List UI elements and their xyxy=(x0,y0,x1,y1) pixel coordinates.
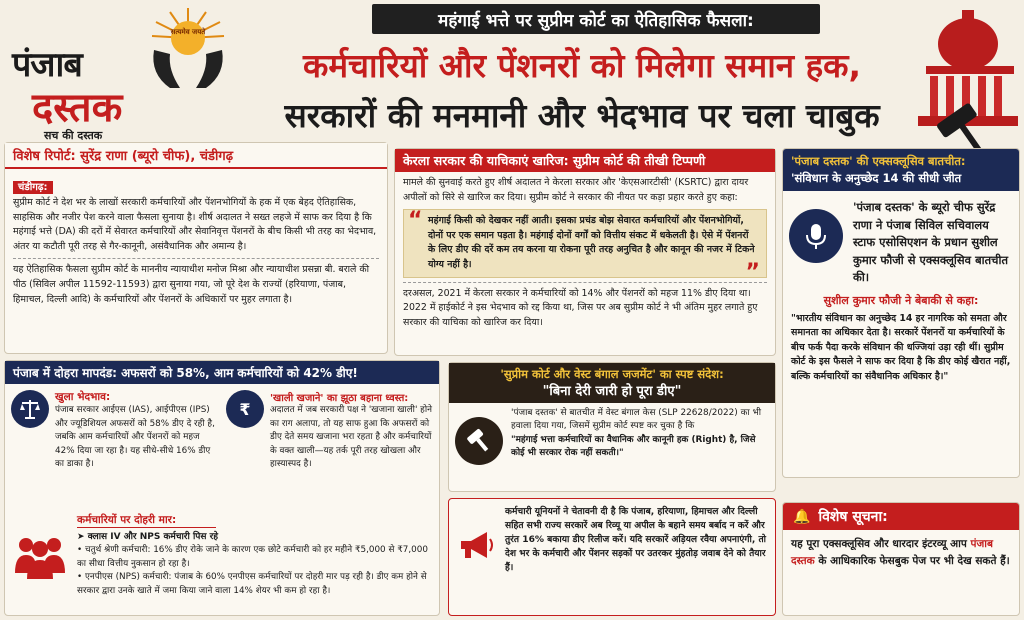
special-report-para1: सुप्रीम कोर्ट ने देश भर के लाखों सरकारी कर्मचारियों और पेंशनभोगियों के हक में एक बेहद ऐतिहासिक, साहसिक और नजीर पेश करने वाला फैसला सुनाया है। शीर्ष अदालत ने सख्त लहजे में साफ कर दिया है कि महंगाई भत्ते (DA) की दरों में सेवारत कर्मचारियों और सेवानिवृत्त पेंशनरों के बीच किसी भी तरह का भेदभाव, अंतर या कटौती पूरी तरह से गैर-कानूनी, असंवैधानिक और अमान्य है। xyxy=(13,197,377,252)
headline-line1: कर्मचारियों और पेंशनरों को मिलेगा समान हक, xyxy=(302,46,862,85)
kerala-para: दरअसल, 2021 में केरला सरकार ने कर्मचारियों को 14% और पेंशनरों को महज 11% डीए दिया था। 2022 में हाईकोर्ट ने इस भेदभाव को रद्द किया था, जिस पर अब सुप्रीम कोर्ट ने भी अंतिम मुहर लगाते हुए सरकार की याचिका को खारिज कर दिया। xyxy=(403,287,758,328)
kerala-intro: मामले की सुनवाई करते हुए शीर्ष अदालत ने केरला सरकार और 'केएसआरटीसी' (KSRTC) द्वारा दायर अपीलों को सिरे से खारिज कर दिया। सुप्रीम कोर्ट ने सरकार की नीयत पर कड़ा प्रहार करते हुए कहा: xyxy=(403,177,749,203)
close-quote-icon: ” xyxy=(745,259,760,285)
megaphone-icon xyxy=(455,523,499,567)
double-standard-title: पंजाब में दोहरा मापदंड: अफसरों को 58%, आम कर्मचारियों को 42% डीए! xyxy=(5,361,439,384)
union-warning-text: कर्मचारी यूनियनों ने चेतावनी दी है कि पंजाब, हरियाणा, हिमाचल और दिल्ली सहित सभी राज्य सरकारें अब रिव्यू या अपील के बहाने समय बर्बाद न करें और तुरंत 16% बकाया डीए रिलीज करें। यदि सरकारें अड़ियल रवैया अपनाएंगी, तो देश भर के कर्मचारी और पेंशनर सड़कों पर उतरकर मुंहतोड़ जवाब देने को तैयार हैं। xyxy=(505,507,766,573)
west-bengal-title xyxy=(449,363,775,403)
kerala-title: केरला सरकार की याचिकाएं खारिज: सुप्रीम कोर्ट की तीखी टिप्पणी xyxy=(395,149,775,172)
empty-treasury-text: अदालत में जब सरकारी पक्ष ने 'खजाना खाली' होने का राग अलापा, तो यह साफ हुआ कि अफसरों को डीए देते समय खजाना भरा रहता है और कर्मचारियों के वक्त खाली—यह तर्क पूरी तरह खोखला और हास्यास्पद है। xyxy=(269,405,433,470)
supreme-court-icon xyxy=(904,4,1020,152)
page-name-highlight: पंजाब दस्तक xyxy=(791,538,993,567)
rupee-bag-icon: ₹ xyxy=(226,390,264,428)
exclusive-title-line1: 'पंजाब दस्तक' की एक्सक्लूसिव बातचीत: xyxy=(791,154,966,168)
special-report-title: विशेष रिपोर्ट: सुरेंद्र राणा (ब्यूरो चीफ), चंडीगढ़ xyxy=(5,143,387,169)
bell-icon: 🔔 xyxy=(793,508,811,525)
exclusive-quote: "भारतीय संविधान का अनुच्छेद 14 हर नागरिक को समता और समानता का अधिकार देता है। सरकारें पेंशनरों या कर्मचारियों के बीच फर्क पैदा करके संविधान की धज्जियां उड़ा रही थीं। सुप्रीम कोर्ट के इस फैसले ने साफ कर दिया है कि डीए कोई खैरात नहीं, बल्कि कर्मचारियों का संवैधानिक अधिकार है।" xyxy=(791,312,1011,382)
union-warning-card xyxy=(448,498,776,616)
special-notice-text: यह पूरा एक्सक्लूसिव और धारदार इंटरव्यू आप पंजाब दस्तक के आधिकारिक फेसबुक पेज पर भी देख सकते हैं। xyxy=(791,538,1010,567)
exclusive-subhead: सुशील कुमार फौजी ने बेबाकी से कहा: xyxy=(823,293,979,307)
scales-icon xyxy=(11,390,49,428)
double-hit-bullet-1: ➤ क्लास IV और NPS कर्मचारी पिस रहे xyxy=(77,532,219,542)
brand-name-line1: पंजाब xyxy=(12,45,82,85)
open-discrimination-label: खुला भेदभाव: xyxy=(55,391,111,403)
exclusive-card xyxy=(782,148,1020,478)
empty-treasury-label: 'खाली खजाने' का झूठा बहाना ध्वस्त: xyxy=(269,393,409,404)
exclusive-intro: 'पंजाब दस्तक' के ब्यूरो चीफ सुरेंद्र राणा ने पंजाब सिविल सचिवालय स्टाफ एसोसिएशन के प्रधान सुशील कुमार फौजी से एक्सक्लूसिव बातचीत की। xyxy=(853,200,1009,284)
people-group-icon xyxy=(11,528,69,586)
exclusive-title xyxy=(783,149,1019,191)
open-quote-icon: “ xyxy=(408,208,423,234)
west-bengal-card xyxy=(448,362,776,492)
west-bengal-text2: "महंगाई भत्ता कर्मचारियों का वैधानिक और कानूनी हक (Right) है, जिसे कोई भी सरकार रोक नहीं सकती।" xyxy=(511,434,756,459)
brand-name-line2: दस्तक xyxy=(32,85,123,131)
special-notice-card xyxy=(782,502,1020,616)
dateline: चंडीगढ़: xyxy=(13,181,53,194)
double-hit-title: कर्मचारियों पर दोहरी मार: xyxy=(77,513,216,528)
kerala-quote: महंगाई किसी को देखकर नहीं आती। इसका प्रचंड बोझ सेवारत कर्मचारियों और पेंशनभोगियों, दोनों पर एक समान पड़ता है। महंगाई दोनों वर्गों को वित्तीय संकट में धकेलती है। ऐसे में पेंशनरों के लिए डीए की दरें कम तय करना या रोकना पूरी तरह अनुचित है और कानून की नजर में टिकने योग्य नहीं है। xyxy=(428,215,755,270)
kerala-quote-box xyxy=(403,208,767,285)
open-discrimination-text: पंजाब सरकार आईएस (IAS), आईपीएस (IPS) और ज्यूडिशियल अफसरों को 58% डीए दे रही है, जबकि आम कर्मचारियों और पेंशनरों को महज 42% दिया जा रहा है। यह सीधे-सीधे 16% डीए का डाका है। xyxy=(55,405,215,470)
headline-kicker: महंगाई भत्ते पर सुप्रीम कोर्ट का ऐतिहासिक फैसला: xyxy=(372,4,820,34)
special-report-card xyxy=(4,142,388,354)
microphone-icon xyxy=(789,209,843,263)
double-hit-bullet-3: • एनपीएस (NPS) कर्मचारी: पंजाब के 60% एनपीएस कर्मचारियों पर दोहरी मार पड़ रही है। डीए कम होने से सरकार द्वारा उनके खाते में जमा किया जाने वाला 14% शेयर भी कम हो रहा है। xyxy=(77,572,427,596)
gavel-icon xyxy=(455,417,503,465)
hands-emblem-icon xyxy=(140,4,236,92)
headline-line2: सरकारों की मनमानी और भेदभाव पर चला चाबुक xyxy=(284,96,880,135)
kerala-card xyxy=(394,148,776,356)
brand-tagline: सच की दस्तक xyxy=(44,129,103,142)
masthead xyxy=(6,4,238,140)
special-notice-header xyxy=(783,503,1019,530)
special-notice-title: विशेष सूचना: xyxy=(818,509,888,525)
emblem-text: सत्यमेव जयते xyxy=(170,28,206,36)
double-standard-card xyxy=(4,360,440,616)
special-report-para2: यह ऐतिहासिक फैसला सुप्रीम कोर्ट के माननीय न्यायाधीश मनोज मिश्रा और न्यायाधीश प्रसन्ना बी. बराले की पीठ (सिविल अपील 11592-11593) द्वारा सुनाया गया, जो पूरे देश के राज्यों (हरियाणा, पंजाब, हिमाचल, दिल्ली आदि) के कर्मचारियों और पेंशनरों के अधिकारों पर मुहर लगाता है। xyxy=(13,264,370,305)
west-bengal-title-line1: 'सुप्रीम कोर्ट और वेस्ट बंगाल जजमेंट' का स्पष्ट संदेश: xyxy=(500,367,724,381)
west-bengal-text1: 'पंजाब दस्तक' से बातचीत में वेस्ट बंगाल केस (SLP 22628/2022) का भी हवाला दिया गया, जिसमें सुप्रीम कोर्ट स्पष्ट कर चुका है कि xyxy=(511,408,762,432)
double-hit-bullet-2: • चतुर्थ श्रेणी कर्मचारी: 16% डीए रोके जाने के कारण एक छोटे कर्मचारी को हर महीने ₹5,000 से ₹7,000 का सीधा वित्तीय नुकसान हो रहा है। xyxy=(77,545,428,569)
exclusive-title-line2: 'संविधान के अनुच्छेद 14 की सीधी जीत xyxy=(791,171,962,185)
west-bengal-title-line2: "बिना देरी जारी हो पूरा डीए" xyxy=(542,384,682,399)
